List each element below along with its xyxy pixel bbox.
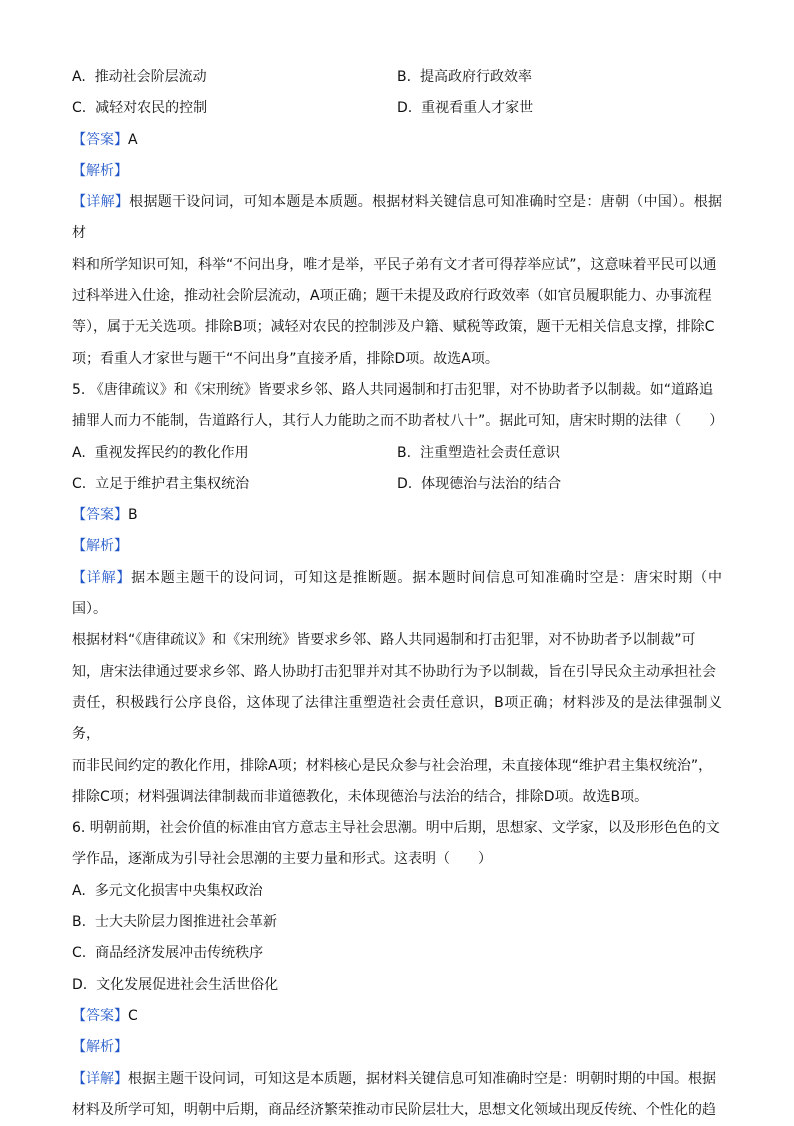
q4-detail-line: 项；看重人才家世与题干“不问出身”直接矛盾，排除D项。故选A项。 (72, 344, 722, 375)
q5-detail-line: 责任，积极践行公序良俗，这体现了法律注重塑造社会责任意识，B项正确；材料涉及的是法律强制义务， (72, 688, 722, 751)
q6-stem-line: 6. 明朝前期，社会价值的标准由官方意志主导社会思潮。明中后期，思想家、文学家，以及形形色色的文 (72, 813, 722, 844)
q4-option-a: A. 推动社会阶层流动 (72, 62, 397, 93)
q4-option-b: B. 提高政府行政效率 (397, 62, 722, 93)
q4-analysis-label: 【解析】 (72, 156, 722, 187)
q5-option-a: A. 重视发挥民约的教化作用 (72, 438, 397, 469)
q5-analysis-label: 【解析】 (72, 531, 722, 562)
q4-detail-line: 等），属于无关选项。排除B项；减轻对农民的控制涉及户籍、赋税等政策，题干无相关信息支撑，排除C (72, 312, 722, 343)
q4-option-d: D. 重视看重人才家世 (397, 93, 722, 124)
answer-label: 【答案】 (72, 1008, 128, 1024)
q4-option-c: C. 减轻对农民的控制 (72, 93, 397, 124)
q5-answer: 【答案】B (72, 500, 722, 531)
q6-option-c: C. 商品经济发展冲击传统秩序 (72, 938, 722, 969)
q6-answer: 【答案】C (72, 1001, 722, 1032)
q5-detail (72, 563, 722, 813)
q5-options-row-2 (72, 469, 722, 500)
document-page (72, 62, 722, 1126)
answer-label: 【答案】 (72, 507, 128, 523)
detail-label: 【详解】 (72, 194, 129, 210)
q5-detail-line: 根据材料“《唐律疏议》和《宋刑统》皆要求乡邻、路人共同遏制和打击犯罪，对不协助者予以制裁”可 (72, 625, 722, 656)
q5-options-row-1 (72, 438, 722, 469)
q4-detail (72, 187, 722, 375)
q6-detail (72, 1064, 722, 1126)
q6-option-b: B. 士大夫阶层力图推进社会革新 (72, 907, 722, 938)
q4-options-row-2 (72, 93, 722, 124)
q6-stem-line: 学作品，逐渐成为引导社会思潮的主要力量和形式。这表明（ ） (72, 844, 722, 875)
q6-analysis-label: 【解析】 (72, 1032, 722, 1063)
q4-detail-line: 料和所学知识可知，科举“不问出身，唯才是举，平民子弟有文才者可得荐举应试”，这意味着平民可以通 (72, 250, 722, 281)
q5-option-d: D. 体现德治与法治的结合 (397, 469, 722, 500)
q5-detail-line: 而非民间约定的教化作用，排除A项；材料核心是民众参与社会治理，未直接体现“维护君主集权统治”， (72, 751, 722, 782)
q5-option-c: C. 立足于维护君主集权统治 (72, 469, 397, 500)
detail-label: 【详解】 (72, 1071, 128, 1087)
q5-detail-line: 排除C项；材料强调法律制裁而非道德教化，未体现德治与法治的结合，排除D项。故选B项。 (72, 782, 722, 813)
q4-detail-line: 过科举进入仕途，推动社会阶层流动，A项正确；题干未提及政府行政效率（如官员履职能力、办事流程 (72, 281, 722, 312)
q5-option-b: B. 注重塑造社会责任意识 (397, 438, 722, 469)
q4-options-row-1 (72, 62, 722, 93)
q5-stem-line: 捕罪人而力不能制，告道路行人，其行人力能助之而不助者杖八十”。据此可知，唐宋时期的法律（ ） (72, 406, 722, 437)
answer-label: 【答案】 (72, 132, 128, 148)
q5-detail-line: 【详解】据本题主题干的设问词，可知这是推断题。据本题时间信息可知准确时空是：唐宋时期（中国）。 (72, 563, 722, 626)
q6-option-a: A. 多元文化损害中央集权政治 (72, 876, 722, 907)
q4-detail-line: 【详解】根据题干设问词，可知本题是本质题。根据材料关键信息可知准确时空是：唐朝（中国）。根据材 (72, 187, 722, 250)
q6-detail-line: 【详解】根据主题干设问词，可知这是本质题，据材料关键信息可知准确时空是：明朝时期的中国。根据 (72, 1064, 722, 1095)
q6-option-d: D. 文化发展促进社会生活世俗化 (72, 970, 722, 1001)
q5-detail-line: 知，唐宋法律通过要求乡邻、路人协助打击犯罪并对其不协助行为予以制裁，旨在引导民众主动承担社会 (72, 657, 722, 688)
q6-detail-line: 材料及所学可知，明朝中后期，商品经济繁荣推动市民阶层壮大，思想文化领域出现反传统、个性化的趋 (72, 1095, 722, 1126)
q5-stem-line: 5. 《唐律疏议》和《宋刑统》皆要求乡邻、路人共同遏制和打击犯罪，对不协助者予以制裁。如“道路追 (72, 375, 722, 406)
detail-label: 【详解】 (72, 570, 131, 586)
q4-answer: 【答案】A (72, 125, 722, 156)
